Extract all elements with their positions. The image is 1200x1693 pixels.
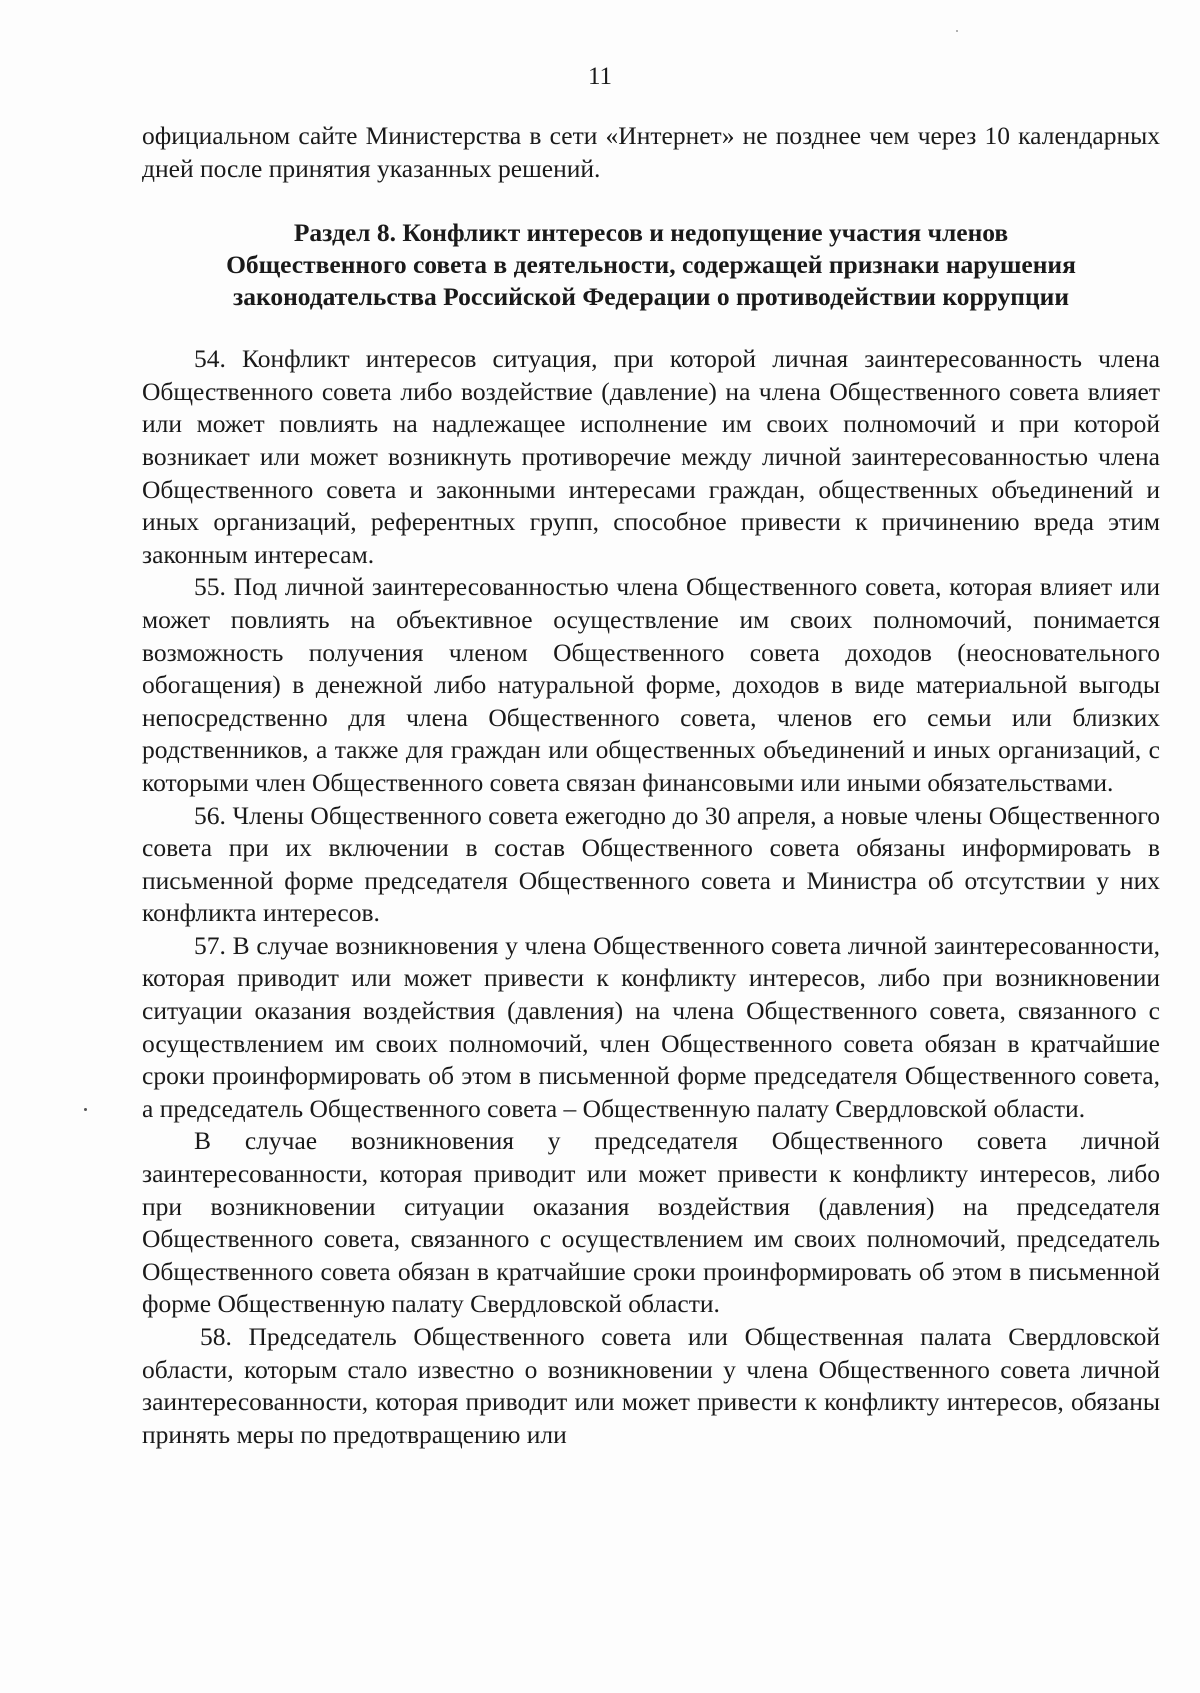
section-heading-line: Раздел 8. Конфликт интересов и недопущение участия членов (293, 218, 1009, 248)
paragraph-58: 58. Председатель Общественного совета или Общественная палата Свердловской области, которым стало известно о возникновении у члена Общественного совета личной заинтересованности, которая приводит или может привести к конфликту интересов, обязаны принять меры по предотвращению или (142, 1322, 1160, 1449)
paragraph-57-continued: В случае возникновения у председателя Общественного совета личной заинтересованности, которая приводит или может привести к конфликту интересов, либо при возникновении ситуации оказания воздействия (давления) на председателя Общественного совета, связанного с осуществлением им своих полномочий, председатель Общественного совета обязан в кратчайшие сроки проинформировать об этом в письменной форме Общественную палату Свердловской области. (142, 1126, 1160, 1319)
section-heading-line: законодательства Российской Федерации о противодействии коррупции (232, 282, 1070, 312)
paragraph-55: 55. Под личной заинтересованностью члена Общественного совета, которая влияет или может повлиять на объективное осуществление им своих полномочий, понимается возможность получения членом Общественного совета доходов (неосновательного обогащения) в денежной либо натуральной форме, доходов в виде материальной выгоды непосредственно для члена Общественного совета, членов его семьи или близких родственников, а также для граждан или общественных объединений и иных организаций, с которыми член Общественного совета связан финансовыми или иными обязательствами. (142, 572, 1160, 797)
document-body (142, 120, 1160, 1451)
scan-speck (84, 1108, 87, 1111)
section-heading-line: Общественного совета в деятельности, содержащей признаки нарушения (226, 250, 1076, 280)
intro-paragraph: официальном сайте Министерства в сети «Интернет» не позднее чем через 10 календарных дней после принятия указанных решений. (142, 121, 1160, 183)
scan-speck (956, 30, 958, 32)
paragraph-54: 54. Конфликт интересов ситуация, при которой личная заинтересованность члена Общественного совета либо воздействие (давление) на члена Общественного совета влияет или может повлиять на надлежащее исполнение им своих полномочий и при которой возникает или может возникнуть противоречие между личной заинтересованностью члена Общественного совета и законными интересами граждан, общественных объединений и иных организаций, референтных групп, способное привести к причинению вреда этим законным интересам. (142, 344, 1160, 569)
page-number: 11 (587, 63, 613, 90)
paragraph-57: 57. В случае возникновения у члена Общественного совета личной заинтересованности, которая приводит или может привести к конфликту интересов, либо при возникновении ситуации оказания воздействия (давления) на члена Общественного совета, связанного с осуществлением им своих полномочий, член Общественного совета обязан в кратчайшие сроки проинформировать об этом в письменной форме председателя Общественного совета, а председатель Общественного совета – Общественную палату Свердловской области. (142, 930, 1160, 1123)
paragraph-56: 56. Члены Общественного совета ежегодно до 30 апреля, а новые члены Общественного совета при их включении в состав Общественного совета обязаны информировать в письменной форме председателя Общественного совета и Министра об отсутствии у них конфликта интересов. (142, 800, 1160, 928)
section-heading (142, 217, 1160, 313)
